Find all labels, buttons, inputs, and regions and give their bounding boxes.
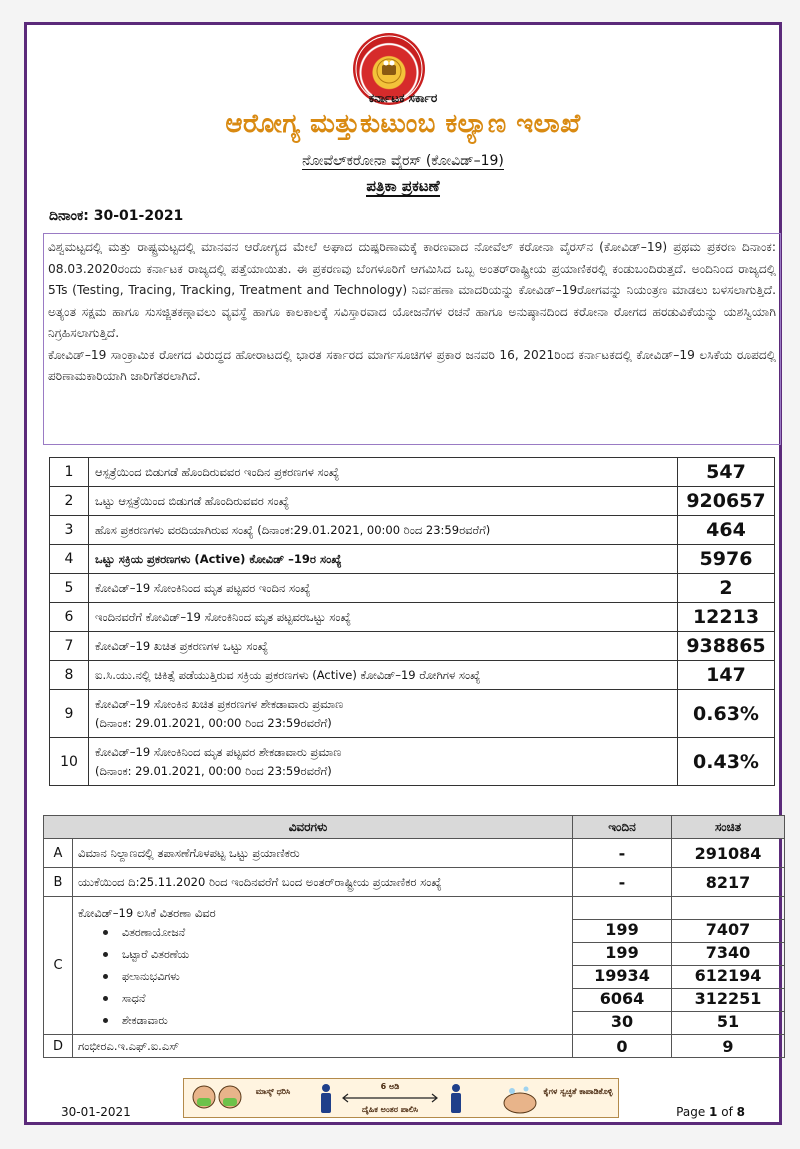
header-cumulative: ಸಂಚಿತ (672, 816, 785, 839)
row-value: 0.43% (678, 738, 775, 786)
table-row (50, 661, 775, 690)
vaccine-item (73, 944, 572, 966)
cumulative-column (672, 897, 785, 1035)
today-value: 0 (573, 1035, 672, 1058)
release-date: ದಿನಾಂಕ: 30-01-2021 (49, 208, 184, 224)
row-label (89, 690, 678, 738)
cumulative-value: 612194 (672, 965, 784, 988)
list-item (73, 988, 572, 1010)
table-row (50, 516, 775, 545)
cumulative-value: 51 (672, 1011, 784, 1034)
list-item (73, 1010, 572, 1032)
header-details: ವಿವರಗಳು (44, 816, 573, 839)
today-value: - (573, 839, 672, 868)
row-number: 1 (50, 458, 89, 487)
table-row (50, 458, 775, 487)
row-label: ಇಂದಿನವರೆಗೆ ಕೋವಿಡ್–19 ಸೋಂಕಿನಿಂದ ಮೃತ ಪಟ್ಟವರಒಟ್ಟು ಸಂಖ್ಯೆ (89, 603, 678, 632)
vaccine-item-label: ಒಟ್ಟಾರೆ ವಿತರಣೆಯ (122, 947, 190, 961)
intro-paragraph: ಕೋವಿಡ್–19 ಸಾಂಕ್ರಾಮಿಕ ರೋಗದ ವಿರುದ್ಧದ ಹೋರಾಟದಲ್ಲಿ ಭಾರತ ಸರ್ಕಾರದ ಮಾರ್ಗಸೂಚಿಗಳ ಪ್ರಕಾರ ಜನವರಿ 16, 2021ರಿಂದ ಕರ್ನಾಟಕದಲ್ಲಿ ಕೋವಿಡ್–19 ಲಸಿಕೆಯ ರೂಪದಲ್ಲಿ ಪರಿಣಾಮಕಾರಿಯಾಗಿ ಜಾರಿಗೆತರಲಾಗಿದೆ. (48, 347, 776, 383)
row-value: 5976 (678, 545, 775, 574)
distance-arrow-icon (340, 1093, 440, 1103)
row-label-sub: (ದಿನಾಂಕ: 29.01.2021, 00:00 ರಿಂದ 23:59ರವರೆಗೆ) (95, 715, 332, 730)
row-number: 4 (50, 545, 89, 574)
table-row (50, 574, 775, 603)
page-of: of (721, 1105, 733, 1119)
spacer (573, 897, 671, 919)
row-label (89, 738, 678, 786)
page-total: 8 (736, 1105, 745, 1119)
intro-paragraph: ವಿಶ್ವಮಟ್ಟದಲ್ಲಿ ಮತ್ತು ರಾಷ್ಟ್ರಮಟ್ಟದಲ್ಲಿ ಮಾನವನ ಆರೋಗ್ಯದ ಮೇಲೆ ಅಘಾದ ದುಷ್ಪರಿಣಾಮಕ್ಕೆ ಕಾರಣವಾದ ನೋವೆಲ್ ಕರೋನಾ ವೈರಸ್‌ನ (ಕೋವಿಡ್–19) ಪ್ರಥಮ ಪ್ರಕರಣ ದಿನಾಂಕ: 08.03.2020ರಂದು ಕರ್ನಾಟಕ ರಾಜ್ಯದಲ್ಲಿ ಪತ್ತೆಯಾಯಿತು. ಈ ಪ್ರಕರಣವು ಬೆಂಗಳೂರಿಗೆ ಆಗಮಿಸಿದ ಒಬ್ಬ ಅಂತರ್‌ರಾಷ್ಟ್ರೀಯ ಪ್ರಯಾಣಿಕರಲ್ಲಿ ಕಂಡುಬಂದಿರುತ್ತದೆ. ಅಂದಿನಿಂದ ರಾಜ್ಯದಲ್ಲಿ 5Ts (Testing, Tracing, Tracking, Treatment and Technology) ನಿರ್ವಹಣಾ ಮಾದರಿಯನ್ನು ಕೋವಿಡ್–19ರೋಗವನ್ನು ನಿಯಂತ್ರಣ ಮಾಡಲು ಬಳಸಲಾಗುತ್ತಿದೆ. ಅತ್ಯಂತ ಸಕ್ಷಮ ಹಾಗೂ ಸುಸಜ್ಜಿತಕಣ್ಗಾವಲು ವ್ಯವಸ್ಥೆ ಹಾಗೂ ಕಾಲಕಾಲಕ್ಕೆ ಸವಿಸ್ತಾರವಾದ ಯೋಜನೆಗಳ ರಚನೆ ಹಾಗೂ ಅನುಷ್ಠಾನದಿಂದ ಕರೋನಾ ರೋಗದ ಹರಡುವಿಕೆಯನ್ನು ಯಶಸ್ವಿಯಾಗಿ ನಿಗ್ರಹಿಸಲಾಗುತ್ತಿದೆ. (48, 240, 776, 340)
row-label: ಆಸ್ಪತ್ರೆಯಿಂದ ಬಿಡುಗಡೆ ಹೊಂದಿರುವವರ ಇಂದಿನ ಪ್ರಕರಣಗಳ ಸಂಖ್ಯೆ (89, 458, 678, 487)
row-label: ಒಟ್ಟು ಸಕ್ರಿಯ ಪ್ರಕರಣಗಳು (Active) ಕೋವಿಡ್ –19ರ ಸಂಖ್ಯೆ (89, 545, 678, 574)
today-column (573, 897, 672, 1035)
row-number: 3 (50, 516, 89, 545)
bullet-icon (103, 974, 108, 979)
row-value: 12213 (678, 603, 775, 632)
subject-text: ನೋವೆಲ್‌ಕರೋನಾ ವೈರಸ್ (ಕೋವಿಡ್–19) (302, 153, 504, 169)
cumulative-value: 291084 (672, 839, 785, 868)
vaccine-detail-cell (73, 897, 573, 1035)
table-row (44, 1035, 785, 1058)
vaccine-item (73, 1010, 572, 1032)
today-value: - (573, 868, 672, 897)
row-label: ಒಟ್ಟು ಆಸ್ಪತ್ರೆಯಿಂದ ಬಿಡುಗಡೆ ಹೊಂದಿರುವವರ ಸಂಖ್ಯೆ (89, 487, 678, 516)
masked-people-icon (190, 1083, 246, 1115)
row-label: ಐ.ಸಿ.ಯು.ನಲ್ಲಿ ಚಿಕಿತ್ಸೆ ಪಡೆಯುತ್ತಿರುವ ಸಕ್ರಿಯ ಪ್ರಕರಣಗಳು (Active) ಕೋವಿಡ್–19 ರೋಗಿಗಳ ಸಂಖ್ಯೆ (89, 661, 678, 690)
row-label: ಹೊಸ ಪ್ರಕರಣಗಳು ವರದಿಯಾಗಿರುವ ಸಂಖ್ಯೆ (ದಿನಾಂಕ:29.01.2021, 00:00 ರಿಂದ 23:59ರವರೆಗೆ) (89, 516, 678, 545)
bullet-icon (103, 996, 108, 1001)
row-number: 9 (50, 690, 89, 738)
table-row (50, 632, 775, 661)
row-label: ಕೋವಿಡ್–19 ಸೋಂಕಿನಿಂದ ಮೃತ ಪಟ್ಟವರ ಇಂದಿನ ಸಂಖ್ಯೆ (89, 574, 678, 603)
bullet-icon (103, 1018, 108, 1023)
today-value: 19934 (573, 965, 671, 988)
cumulative-value: 7340 (672, 942, 784, 965)
row-letter: D (44, 1035, 73, 1058)
distance-bottom-text: ದೈಹಿಕ ಅಂತರ ಪಾಲಿಸಿ (361, 1105, 419, 1114)
person-icon (446, 1083, 466, 1115)
distance-top-text: 6 ಅಡಿ (380, 1082, 400, 1091)
row-number: 2 (50, 487, 89, 516)
row-label: ಕೋವಿಡ್–19 ಖಚಿತ ಪ್ರಕರಣಗಳ ಒಟ್ಟು ಸಂಖ್ಯೆ (89, 632, 678, 661)
row-value: 147 (678, 661, 775, 690)
row-text: ಗಂಭೀರಎ.ಇ.ಎಫ್.ಐ.ಎಸ್ (73, 1035, 573, 1058)
bullet-icon (103, 952, 108, 957)
today-value: 30 (573, 1011, 671, 1034)
row-label-main: ಕೋವಿಡ್–19 ಸೋಂಕಿನ ಖಚಿತ ಪ್ರಕರಣಗಳ ಶೇಕಡಾವಾರು ಪ್ರಮಾಣ (95, 696, 344, 711)
hand-wash-text: ಕೈಗಳ ಸ್ವಚ್ಛತೆ ಕಾಪಾಡಿಕೊಳ್ಳಿ (543, 1087, 613, 1096)
row-letter: A (44, 839, 73, 868)
covid-safety-banner (183, 1078, 619, 1118)
footer-date: 30-01-2021 (61, 1105, 131, 1119)
vaccine-item (73, 966, 572, 988)
list-item (73, 944, 572, 966)
table-row (50, 738, 775, 786)
row-number: 6 (50, 603, 89, 632)
cumulative-value: 312251 (672, 988, 784, 1011)
vaccine-item (73, 922, 572, 944)
row-value: 464 (678, 516, 775, 545)
row-text: ವಿಮಾನ ನಿಲ್ದಾಣದಲ್ಲಿ ತಪಾಸಣೆಗೊಳಪಟ್ಟ ಒಟ್ಟು ಪ್ರಯಾಣಿಕರು (73, 839, 573, 868)
row-label-main: ಕೋವಿಡ್–19 ಸೋಂಕಿನಿಂದ ಮೃತ ಪಟ್ಟವರ ಶೇಕಡಾವಾರು ಪ್ರಮಾಣ (95, 744, 342, 759)
row-label-sub: (ದಿನಾಂಕ: 29.01.2021, 00:00 ರಿಂದ 23:59ರವರೆಗೆ) (95, 763, 332, 778)
vaccine-item-label: ಫಲಾನುಭವಿಗಳು (122, 969, 180, 983)
row-letter: C (44, 897, 73, 1035)
bullet-icon (103, 930, 108, 935)
list-item (73, 966, 572, 988)
vaccine-item-label: ಶೇಕಡಾವಾರು (122, 1013, 168, 1027)
table-row (44, 868, 785, 897)
list-item (73, 922, 572, 944)
table-row (50, 487, 775, 516)
table-row (50, 603, 775, 632)
vaccine-item-label: ವಿತರಣಾಯೋಜನೆ (122, 925, 186, 939)
today-value: 6064 (573, 988, 671, 1011)
row-letter: B (44, 868, 73, 897)
page-number (676, 1105, 745, 1119)
mask-text: ಮಾಸ್ಕ್ ಧರಿಸಿ (255, 1087, 291, 1096)
header-today: ಇಂದಿನ (573, 816, 672, 839)
covid-stats-table (49, 457, 775, 786)
table-header-row (44, 816, 785, 839)
press-release-heading (27, 177, 779, 195)
person-icon (316, 1083, 336, 1115)
intro-box (43, 233, 781, 445)
cumulative-value: 9 (672, 1035, 785, 1058)
row-value: 920657 (678, 487, 775, 516)
subject-line (27, 153, 779, 169)
today-value: 199 (573, 919, 671, 942)
department-title: ಆರೋಗ್ಯ ಮತ್ತುಕುಟುಂಬ ಕಲ್ಯಾಣ ಇಲಾಖೆ (225, 109, 581, 139)
vaccine-items (73, 922, 572, 1032)
table-row (44, 897, 785, 1035)
row-text: ಯುಕೆಯಿಂದ ದಿ:25.11.2020 ರಿಂದ ಇಂದಿನವರೆಗೆ ಬಂದ ಅಂತರ್‌ರಾಷ್ಟ್ರೀಯ ಪ್ರಯಾಣಿಕರ ಸಂಖ್ಯೆ (73, 868, 573, 897)
row-value: 938865 (678, 632, 775, 661)
row-value: 2 (678, 574, 775, 603)
row-value: 547 (678, 458, 775, 487)
row-number: 8 (50, 661, 89, 690)
details-table (43, 815, 785, 1058)
row-number: 10 (50, 738, 89, 786)
cumulative-value: 8217 (672, 868, 785, 897)
row-number: 7 (50, 632, 89, 661)
vaccine-item-label: ಸಾಧನೆ (122, 991, 146, 1005)
table-row (50, 545, 775, 574)
vaccine-item (73, 988, 572, 1010)
today-value: 199 (573, 942, 671, 965)
hand-wash-icon (500, 1083, 540, 1115)
press-release-page (24, 22, 782, 1125)
press-release-text: ಪತ್ರಿಕಾ ಪ್ರಕಟಣೆ (366, 177, 440, 195)
cumulative-value: 7407 (672, 919, 784, 942)
row-value: 0.63% (678, 690, 775, 738)
state-name: ಕರ್ನಾಟಕ ಸರ್ಕಾರ (368, 91, 438, 105)
vaccine-title: ಕೋವಿಡ್–19 ಲಸಿಕೆ ವಿತರಣಾ ವಿವರ (78, 905, 216, 920)
table-row (50, 690, 775, 738)
page-current: 1 (709, 1105, 718, 1119)
row-number: 5 (50, 574, 89, 603)
spacer (672, 897, 784, 919)
table-row (44, 839, 785, 868)
page-prefix: Page (676, 1105, 706, 1119)
